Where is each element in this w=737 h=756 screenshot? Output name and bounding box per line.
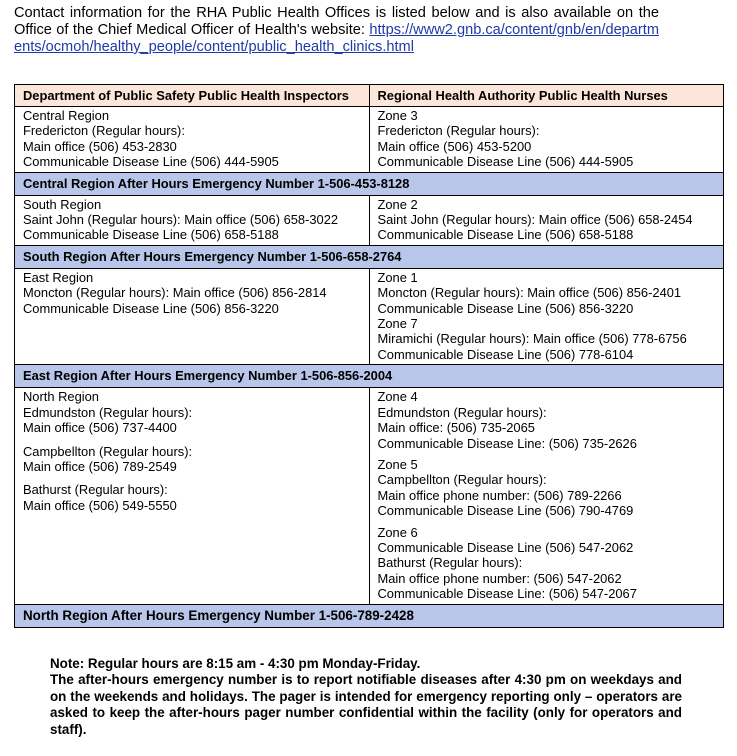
east-nurses-cell	[369, 268, 724, 364]
south-right-line: Saint John (Regular hours): Main office (506) 658-2454	[377, 212, 693, 228]
north-row	[15, 388, 724, 604]
north-inspectors-cell	[15, 388, 370, 604]
central-right-line: Main office (506) 453-5200	[377, 138, 532, 154]
north-nurses-cell	[369, 388, 724, 604]
east-right-line: Communicable Disease Line (506) 778-6104	[377, 346, 634, 362]
north-emergency-row	[15, 604, 724, 627]
east-right-line: Zone 1	[377, 269, 418, 285]
note-block	[50, 656, 682, 738]
north-right-line: Zone 4	[377, 389, 418, 405]
north-right-line: Zone 5	[377, 456, 418, 472]
central-nurses-cell	[369, 107, 724, 173]
east-right-line: Communicable Disease Line (506) 856-3220	[377, 300, 634, 316]
north-emergency-number: North Region After Hours Emergency Number 1-506-789-2428	[15, 604, 724, 627]
north-left-line: Main office (506) 737-4400	[23, 420, 177, 436]
central-row	[15, 107, 724, 173]
spacer	[23, 474, 369, 482]
north-left-line: Campbellton (Regular hours):	[23, 443, 193, 459]
north-right-line: Zone 6	[377, 524, 418, 540]
note-after-hours: The after-hours emergency number is to report notifiable diseases after 4:30 pm on weekdays and on the weekends and holidays. The pager is intended for emergency reporting only – operators are asked to keep the after-hours pager number confidential within the facility (only for operators and staff).	[50, 672, 682, 737]
north-right-line: Communicable Disease Line: (506) 547-2067	[377, 586, 637, 602]
east-right-line: Zone 7	[377, 316, 418, 332]
central-emergency-number: Central Region After Hours Emergency Number 1-506-453-8128	[15, 172, 724, 195]
north-right-line: Communicable Disease Line (506) 790-4769	[377, 503, 634, 519]
south-emergency-number: South Region After Hours Emergency Number 1-506-658-2764	[15, 245, 724, 268]
central-right-line: Fredericton (Regular hours):	[377, 123, 540, 139]
north-right-line: Main office phone number: (506) 789-2266	[377, 487, 622, 503]
central-left-line: Main office (506) 453-2830	[23, 138, 177, 154]
south-left-line: Saint John (Regular hours): Main office (506) 658-3022	[23, 212, 339, 228]
intro-text: Contact information for the RHA Public Health Offices is listed below and is also available on the Office of the Chief Medical Officer of Health's website:	[14, 5, 659, 38]
north-left-line: Bathurst (Regular hours):	[23, 482, 168, 498]
north-right-line: Communicable Disease Line (506) 547-2062	[377, 539, 634, 555]
header-nurses: Regional Health Authority Public Health Nurses	[369, 85, 724, 107]
central-inspectors-cell	[15, 107, 370, 173]
north-left-line: Main office (506) 789-2549	[23, 458, 177, 474]
east-emergency-number: East Region After Hours Emergency Number 1-506-856-2004	[15, 365, 724, 388]
east-row	[15, 268, 724, 364]
north-left-line: North Region	[23, 389, 99, 405]
central-right-line: Zone 3	[377, 108, 418, 123]
north-left-line: Edmundston (Regular hours):	[23, 404, 193, 420]
south-emergency-row	[15, 245, 724, 268]
north-right-line: Bathurst (Regular hours):	[377, 555, 523, 571]
east-left-line: Communicable Disease Line (506) 856-3220	[23, 300, 279, 316]
north-right-line: Main office: (506) 735-2065	[377, 420, 535, 436]
note-regular-hours: Note: Regular hours are 8:15 am - 4:30 pm Monday-Friday.	[50, 656, 421, 671]
east-right-line: Moncton (Regular hours): Main office (506) 856-2401	[377, 285, 682, 301]
south-nurses-cell	[369, 195, 724, 245]
south-right-line: Zone 2	[377, 196, 418, 212]
east-inspectors-cell	[15, 268, 370, 364]
central-left-line: Communicable Disease Line (506) 444-5905	[23, 154, 279, 170]
central-right-line: Communicable Disease Line (506) 444-5905	[377, 154, 634, 170]
south-left-line: Communicable Disease Line (506) 658-5188	[23, 227, 279, 243]
east-left-line: East Region	[23, 269, 94, 285]
contact-table	[14, 84, 724, 628]
table-header-row	[15, 85, 724, 107]
south-left-line: South Region	[23, 196, 102, 212]
east-right-line: Miramichi (Regular hours): Main office (506) 778-6756	[377, 331, 687, 347]
spacer	[23, 436, 369, 444]
north-right-line: Campbellton (Regular hours):	[377, 472, 547, 488]
north-right-line: Edmundston (Regular hours):	[377, 404, 547, 420]
intro-paragraph	[14, 5, 659, 56]
south-right-line: Communicable Disease Line (506) 658-5188	[377, 227, 634, 243]
central-left-line: Central Region	[23, 108, 109, 123]
central-emergency-row	[15, 172, 724, 195]
south-inspectors-cell	[15, 195, 370, 245]
north-left-line: Main office (506) 549-5550	[23, 497, 177, 513]
east-emergency-row	[15, 365, 724, 388]
east-left-line: Moncton (Regular hours): Main office (506) 856-2814	[23, 285, 327, 301]
south-row	[15, 195, 724, 245]
website-link[interactable]: https://www2.gnb.ca/content/gnb/en/departments/ocmoh/healthy_people/content/public_health_clinics.html	[14, 22, 659, 55]
header-inspectors: Department of Public Safety Public Health Inspectors	[15, 85, 370, 107]
central-left-line: Fredericton (Regular hours):	[23, 123, 185, 139]
north-right-line: Main office phone number: (506) 547-2062	[377, 570, 622, 586]
north-right-line: Communicable Disease Line: (506) 735-2626	[377, 435, 637, 451]
